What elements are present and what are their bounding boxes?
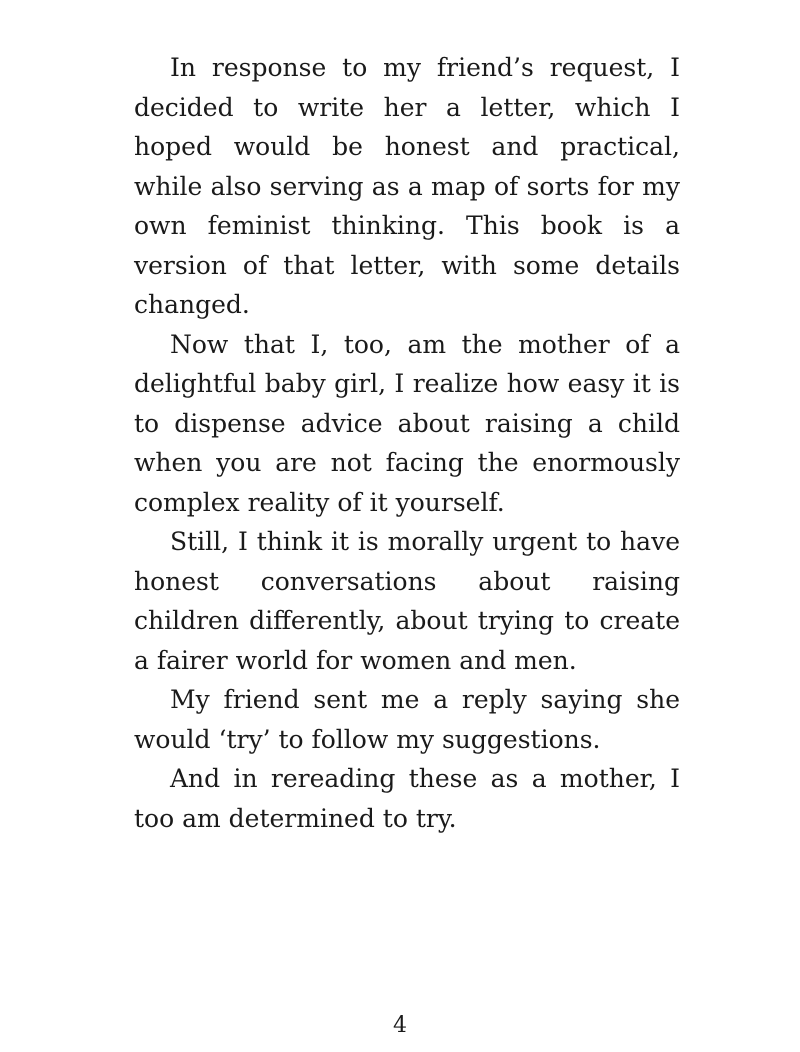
paragraph-5: And in rereading these as a mother, I too am determined to try. bbox=[134, 764, 680, 833]
page-number: 4 bbox=[393, 1013, 407, 1038]
paragraph-4: My friend sent me a reply saying she would ‘try’ to follow my suggestions. bbox=[134, 685, 680, 754]
paragraph-1: In response to my friend’s request, I decided to write her a letter, which I hoped would be honest and practical, while also serving as a map of sorts for my own feminist thinking. This book is a version of that letter, with some details changed. bbox=[134, 53, 680, 319]
paragraph-2: Now that I, too, am the mother of a delightful baby girl, I realize how easy it is to dispense advice about raising a child when you are not facing the enormously complex reality of it yourself. bbox=[134, 329, 680, 517]
paragraph-3: Still, I think it is morally urgent to have honest conversations about raising children differently, about trying to create a fairer world for women and men. bbox=[134, 527, 680, 675]
body-text bbox=[134, 48, 680, 838]
